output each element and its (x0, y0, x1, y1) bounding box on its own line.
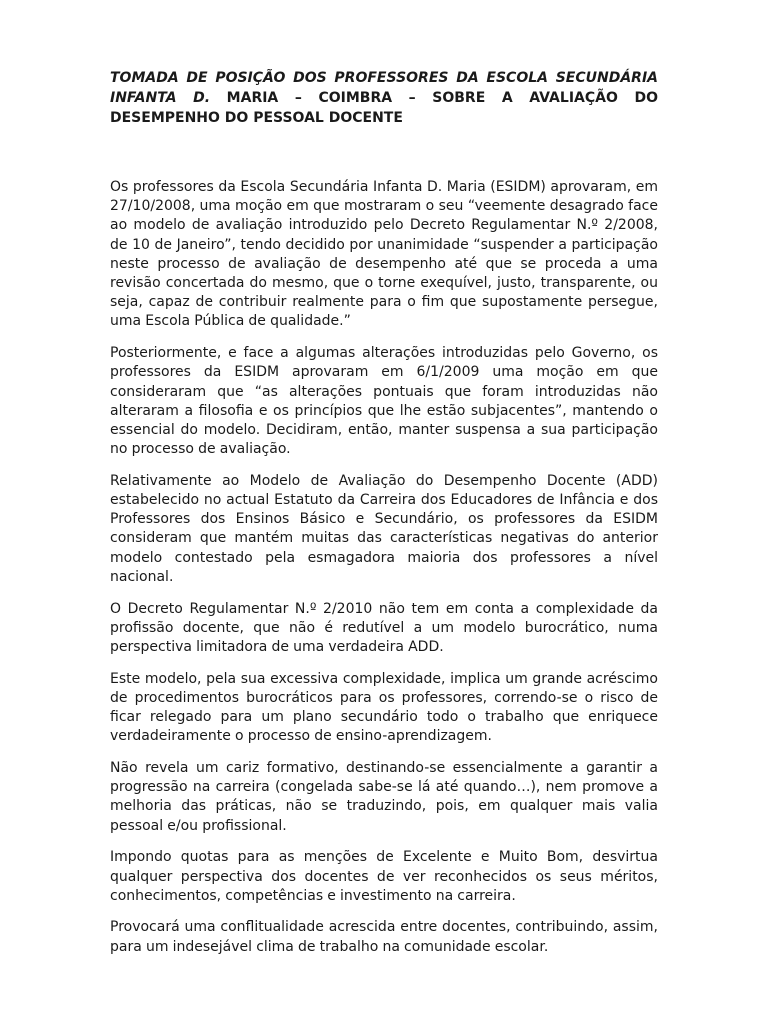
paragraph-5: Este modelo, pela sua excessiva complexidade, implica um grande acréscimo de procedimentos burocráticos para os professores, correndo-se o risco de ficar relegado para um plano secundário todo o trabalho que enriquece verdadeiramente o processo de ensino-aprendizagem. (110, 670, 658, 745)
paragraph-8: Provocará uma conflitualidade acrescida entre docentes, contribuindo, assim, para um indesejável clima de trabalho na comunidade escolar. (110, 919, 658, 955)
paragraph-3: Relativamente ao Modelo de Avaliação do Desempenho Docente (ADD) estabelecido no actual Estatuto da Carreira dos Educadores de Infância e dos Professores dos Ensinos Básico e Secundário, os professores da ESIDM consideram que mantém muitas das características negativas do anterior modelo contestado pela esmagadora maioria dos professores a nível nacional. (110, 472, 658, 585)
paragraph-4: O Decreto Regulamentar N.º 2/2010 não tem em conta a complexidade da profissão docente, que não é redutível a um modelo burocrático, numa perspectiva limitadora de uma verdadeira ADD. (110, 600, 658, 655)
document-title-italic: TOMADA DE POSIÇÃO DOS PROFESSORES DA ESCOLA SECUNDÁRIA INFANTA D. (110, 70, 658, 106)
paragraph-6: Não revela um cariz formativo, destinando-se essencialmente a garantir a progressão na carreira (congelada sabe-se lá até quando…), nem promove a melhoria das práticas, não se traduzindo, pois, em qualquer mais valia pessoal e/ou profissional. (110, 759, 658, 834)
document-page (110, 68, 658, 969)
paragraph-7: Impondo quotas para as menções de Excelente e Muito Bom, desvirtua qualquer perspectiva dos docentes de ver reconhecidos os seus méritos, conhecimentos, competências e investimento na carreira. (110, 849, 658, 904)
document-title (110, 68, 658, 128)
paragraph-2: Posteriormente, e face a algumas alterações introduzidas pelo Governo, os professores da ESIDM aprovaram em 6/1/2009 uma moção em que consideraram que “as alterações pontuais que foram introduzidas não alteraram a filosofia e os princípios que lhe estão subjacentes”, mantendo o essencial do modelo. Decidiram, então, manter suspensa a sua participação no processo de avaliação. (110, 345, 658, 458)
paragraph-1: Os professores da Escola Secundária Infanta D. Maria (ESIDM) aprovaram, em 27/10/2008, uma moção em que mostraram o seu “veemente desagrado face ao modelo de avaliação introduzido pelo Decreto Regulamentar N.º 2/2008, de 10 de Janeiro”, tendo decidido por unanimidade “suspender a participação neste processo de avaliação de desempenho até que se proceda a uma revisão concertada do mesmo, que o torne exequível, justo, transparente, ou seja, capaz de contribuir realmente para o fim que supostamente persegue, uma Escola Pública de qualidade.” (110, 179, 658, 330)
document-title-rest: MARIA – COIMBRA – SOBRE A AVALIAÇÃO DO DESEMPENHO DO PESSOAL DOCENTE (110, 90, 658, 126)
